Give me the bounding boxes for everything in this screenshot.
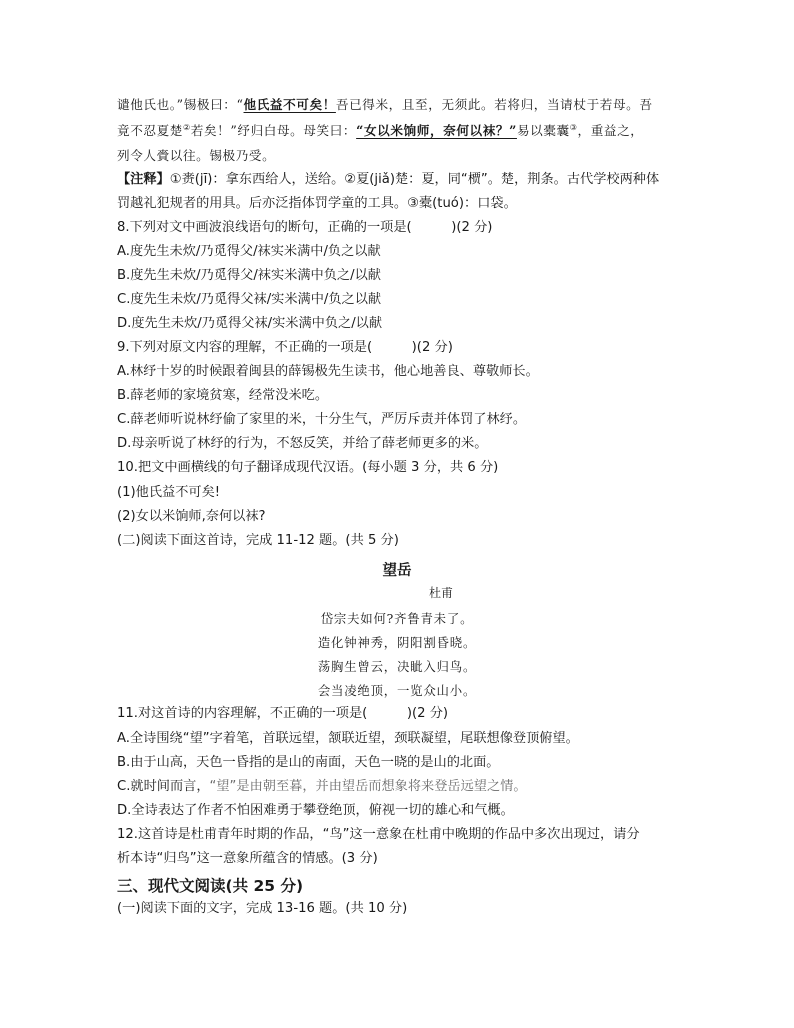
q11-stem: 11.对这首诗的内容理解，不正确的一项是( )(2 分) [117,706,449,721]
poem-author: 杜甫 [428,586,453,600]
q11-option-d: D.全诗表达了作者不怕困难勇于攀登绝顶，俯视一切的雄心和气概。 [117,803,514,818]
q8-option-b: B.度先生未炊/乃觅得父/袜实米满中负之/以献 [117,268,381,283]
q11-option-a: A.全诗围绕“望”字着笔，首联远望，颔联近望，颈联凝望，尾联想像登顶俯望。 [117,731,579,746]
poem-line-1: 岱宗夫如何?齐鲁青未了。 [320,611,474,626]
passage-line-1 [117,96,653,114]
passage-text: ，重益之， [577,123,644,138]
passage-line-2 [117,122,643,140]
q12-line-1: 12.这首诗是杜甫青年时期的作品，“鸟”这一意象在杜甫中晚期的作品中多次出现过，请分 [117,827,640,842]
poem-title: 望岳 [382,563,412,579]
q9-option-d: D.母亲听说了林纾的行为，不怒反笑，并给了薛老师更多的米。 [117,436,488,451]
passage-text: 吾已得米，且至，无须此。若将归，当请杖于若母。吾 [335,97,653,112]
note-line-2 [117,195,517,213]
underlined-sentence-2: “女以米饷师，奈何以袜？” [356,123,517,138]
q11-option-c-text-gray: “望”是由朝至暮，并由望岳而想象将来登岳远望之情。 [209,779,527,794]
section3-heading: 三、现代文阅读(共 25 分) [117,877,304,895]
note-text: 罚越礼犯规者的用具。后亦泛指体罚学童的工具。③橐(tuó)：口袋。 [117,196,517,211]
underlined-sentence-1: 他氏益不可矣！ [243,97,336,112]
q11-option-c-text: C.就时间而言， [117,779,210,794]
note-label: 【注释】 [117,172,170,187]
q8-stem: 8.下列对文中画波浪线语句的断句，正确的一项是( )(2 分) [117,220,493,235]
q12-line-2: 析本诗“归鸟”这一意象所蕴含的情感。(3 分) [117,851,378,866]
poem-line-3: 荡胸生曾云，决眦入归鸟。 [317,659,477,674]
q9-option-b: B.薛老师的家境贫寒，经常没米吃。 [117,388,329,403]
footnote-marker: ③ [569,122,578,132]
passage-text: 竟不忍夏楚 [117,123,183,138]
q8-option-a: A.度先生未炊/乃觅得父/袜实米满中/负之以献 [117,244,381,259]
q8-option-d: D.度先生未炊/乃觅得父袜/实米满中负之/以献 [117,316,383,331]
q10-sentence-1: (1)他氏益不可矣! [117,485,221,500]
poem-line-4: 会当凌绝顶，一览众山小。 [317,683,477,698]
passage-text: 若矣！”纾归白母。母笑曰： [190,123,357,138]
q11-option-b: B.由于山高，天色一昏指的是山的南面，天色一晓的是山的北面。 [117,755,500,770]
section3-intro: (一)阅读下面的文字，完成 13-16 题。(共 10 分) [117,901,408,916]
q9-option-c: C.薛老师听说林纾偷了家里的米，十分生气，严厉斥责并体罚了林纾。 [117,412,527,427]
note-text: ①赉(jī)：拿东西给人，送给。②夏(jiǎ)楚：夏，同“槚”。楚，荆条。古代学校两种体 [169,172,660,187]
q8-option-c: C.度先生未炊/乃觅得父袜/实米满中/负之以献 [117,292,382,307]
q11-option-c [117,778,527,796]
passage-line-3 [117,147,275,165]
note-line-1 [117,171,659,189]
q9-option-a: A.林纾十岁的时候跟着闽县的薛锡极先生读书，他心地善良、尊敬师长。 [117,364,539,379]
passage-text: 列令人賫以往。锡极乃受。 [117,148,276,163]
passage-text: 谴他氏也。”锡极曰：“ [117,97,244,112]
q10-sentence-2: (2)女以米饷师,奈何以袜? [117,509,266,524]
footnote-marker: ② [182,122,191,132]
passage-text: 易以橐囊 [516,123,570,138]
q10-stem: 10.把文中画横线的句子翻译成现代汉语。(每小题 3 分，共 6 分) [117,460,499,475]
q9-stem: 9.下列对原文内容的理解，不正确的一项是( )(2 分) [117,340,453,355]
poem-line-2: 造化钟神秀，阴阳割昏晓。 [317,635,477,650]
section2-intro: (二)阅读下面这首诗，完成 11-12 题。(共 5 分) [117,533,399,548]
